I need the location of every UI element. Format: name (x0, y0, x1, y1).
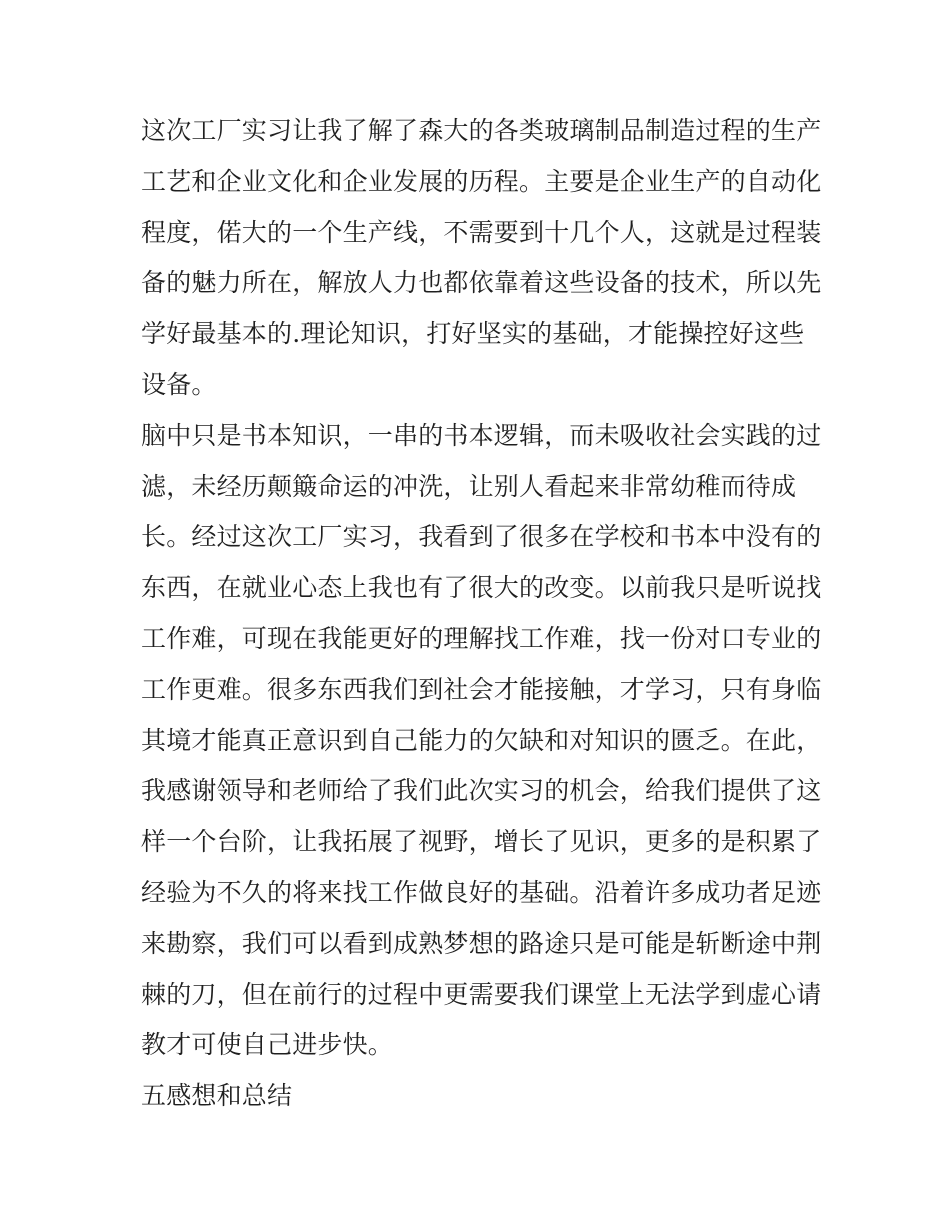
paragraph-line: 学好最基本的.理论知识，打好坚实的基础，才能操控好这些 (141, 319, 805, 349)
paragraph-line: 东西，在就业心态上我也有了很大的改变。以前我只是听说找 (141, 573, 822, 603)
paragraph-line: 工艺和企业文化和企业发展的历程。主要是企业生产的自动化 (141, 166, 822, 196)
document-page (141, 106, 821, 1122)
paragraph-line: 脑中只是书本知识，一串的书本逻辑，而未吸收社会实践的过 (141, 420, 822, 450)
section-heading (141, 1071, 821, 1122)
paragraph-line: 经验为不久的将来找工作做良好的基础。沿着许多成功者足迹 (141, 877, 822, 907)
paragraph-line: 程度，偌大的一个生产线，不需要到十几个人，这就是过程装 (141, 217, 822, 247)
paragraph-1 (141, 106, 821, 411)
paragraph-line: 工作更难。很多东西我们到社会才能接触，才学习，只有身临 (141, 674, 822, 704)
paragraph-line: 滤，未经历颠簸命运的冲洗，让别人看起来非常幼稚而待成 (141, 471, 797, 501)
paragraph-line: 设备。 (141, 369, 217, 399)
paragraph-line: 来勘察，我们可以看到成熟梦想的路途只是可能是斩断途中荆 (141, 928, 822, 958)
paragraph-line: 教才可使自己进步快。 (141, 1030, 394, 1060)
paragraph-line: 长。经过这次工厂实习，我看到了很多在学校和书本中没有的 (141, 522, 822, 552)
heading-line: 五感想和总结 (141, 1081, 293, 1111)
paragraph-line: 这次工厂实习让我了解了森大的各类玻璃制品制造过程的生产 (141, 116, 822, 145)
paragraph-line: 我感谢领导和老师给了我们此次实习的机会，给我们提供了这 (141, 776, 822, 806)
paragraph-line: 其境才能真正意识到自己能力的欠缺和对知识的匮乏。在此， (141, 725, 822, 755)
paragraph-line: 备的魅力所在，解放人力也都依靠着这些设备的技术，所以先 (141, 268, 822, 298)
paragraph-line: 棘的刀，但在前行的过程中更需要我们课堂上无法学到虚心请 (141, 979, 822, 1009)
paragraph-2 (141, 411, 821, 1071)
paragraph-line: 工作难，可现在我能更好的理解找工作难，找一份对口专业的 (141, 623, 822, 653)
paragraph-line: 样一个台阶，让我拓展了视野，增长了见识，更多的是积累了 (141, 827, 822, 857)
